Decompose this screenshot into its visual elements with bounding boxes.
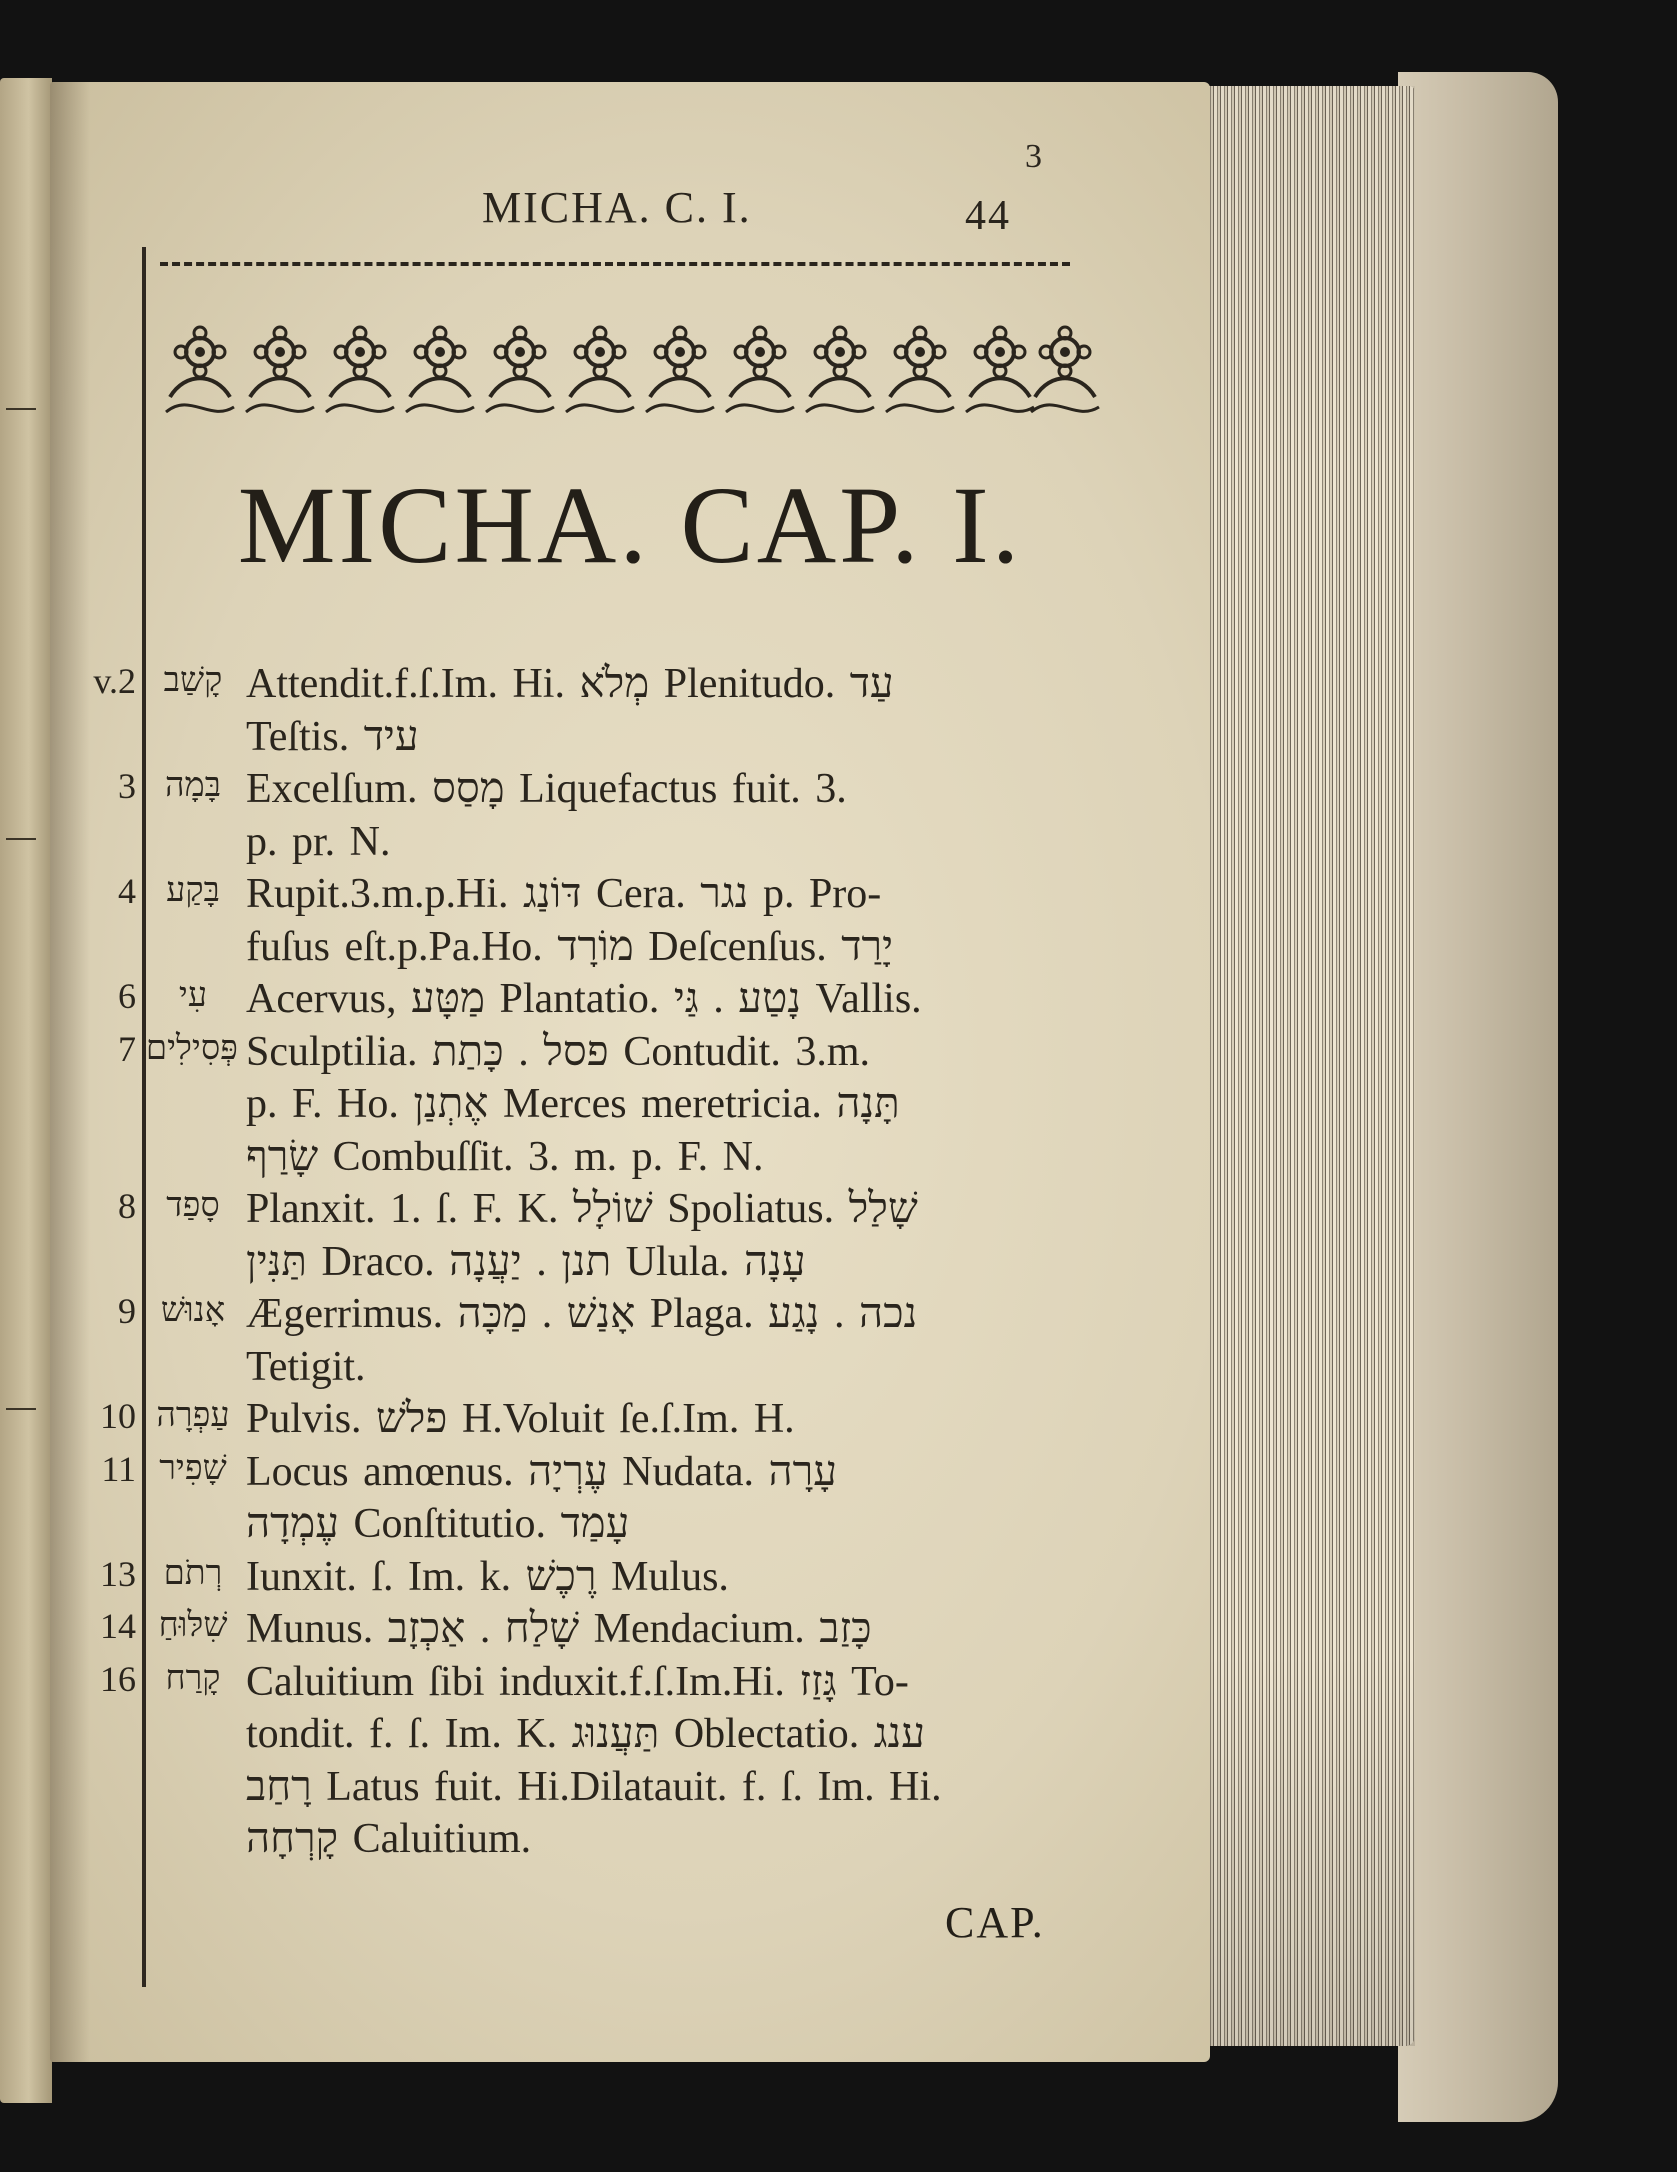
hebrew-headword: עַפְרָה: [156, 1395, 230, 1435]
glossary-entry: [50, 1710, 1210, 1766]
entry-text: Ægerrimus. אָנַשׁ . מַכָּה Plaga. נכה . נָגַע: [246, 1291, 918, 1337]
glossary-entry: [50, 1500, 1210, 1556]
verse-number: 11: [101, 1448, 136, 1489]
entry-text: Attendit.f.ſ.Im. Hi. מְלֹא Plenitudo. עַד: [246, 661, 894, 707]
glossary-entry: [50, 923, 1210, 979]
glossary-entry: [50, 1658, 1210, 1714]
verse-number: 3: [118, 766, 136, 806]
glossary-entry: [50, 1185, 1210, 1241]
glossary-entry: [50, 1553, 1210, 1609]
entry-text: שָׂרַף Combuſſit. 3. m. p. F. N.: [246, 1133, 764, 1180]
entry-text: Locus amœnus. עֶרְיָה Nudata. עָרָה: [246, 1448, 838, 1495]
hebrew-headword: בָּקַע: [166, 870, 220, 910]
verse-number: 14: [100, 1606, 136, 1646]
entry-text: רָחַב Latus fuit. Hi.Dilatauit. f. ſ. Im. Hi.: [246, 1763, 942, 1810]
entry-text: Pulvis. פלשׁ H.Voluit ſe.ſ.Im. H.: [246, 1396, 795, 1442]
right-page: [50, 82, 1210, 2062]
entry-text: Excelſum. מָסַס Liquefactus fuit. 3.: [246, 766, 847, 812]
entry-text: fuſus eſt.p.Pa.Ho. מוֹרָד Deſcenſus. יָרַד: [246, 923, 894, 970]
entry-text: Acervus, מַטָּע Plantatio. נָטַע . גַּי Vallis.: [246, 976, 922, 1022]
signature-mark: 3: [1025, 138, 1042, 175]
glossary-entry: [50, 1448, 1210, 1504]
entry-text: Iunxit. ſ. Im. k. רֶכֶשׁ Mulus.: [246, 1553, 729, 1600]
entry-text: Planxit. 1. ſ. F. K. שׁוֹלָל Spoliatus. שָׁלַל: [246, 1186, 918, 1232]
left-page-mark: [6, 838, 36, 840]
verse-number: 6: [118, 976, 136, 1016]
verse-number: 16: [100, 1658, 136, 1699]
verse-number: v.2: [93, 661, 136, 701]
left-page-mark: [6, 1408, 36, 1410]
hebrew-headword: קָשַׁב: [163, 660, 223, 700]
glossary-entry: [50, 660, 1210, 716]
glossary-entry: [50, 870, 1210, 926]
glossary-entry: [50, 1763, 1210, 1819]
glossary-entry: [50, 1080, 1210, 1136]
glossary-entry: [50, 1028, 1210, 1084]
glossary-entries: [50, 82, 1210, 2062]
glossary-entry: [50, 1290, 1210, 1346]
glossary-entry: [50, 975, 1210, 1031]
entry-text: קָרְחָה Caluitium.: [246, 1816, 532, 1862]
left-page-mark: [6, 408, 36, 410]
hebrew-headword: פְּסִילִים: [145, 1027, 238, 1068]
verse-number: 4: [118, 871, 136, 911]
verse-number: 10: [100, 1396, 136, 1436]
entry-text: Munus. שָׁלַח . אַכְזָב Mendacium. כָּזַב: [246, 1606, 872, 1652]
hebrew-headword: אָנוּשׁ: [160, 1290, 226, 1330]
entry-text: Caluitium ſibi induxit.f.ſ.Im.Hi. גָּזַז To-: [246, 1658, 909, 1705]
entry-text: Rupit.3.m.p.Hi. דּוֹנַג Cera. נגר p. Pro-: [246, 871, 882, 917]
entry-text: Teſtis. עיד: [246, 713, 419, 760]
glossary-entry: [50, 1133, 1210, 1189]
left-page-edge: [0, 78, 52, 2103]
glossary-entry: [50, 765, 1210, 821]
glossary-entry: [50, 713, 1210, 769]
hebrew-headword: קָרַח: [165, 1657, 221, 1698]
entry-text: p. F. Ho. אֶתְנַן Merces meretricia. תָּנָה: [246, 1081, 900, 1127]
verse-number: 13: [100, 1553, 136, 1594]
catchword: CAP.: [945, 1898, 1045, 1947]
entry-text: תַּנִּין Draco. תנן . יַעֲנָה Ulula. עָנָה: [246, 1238, 806, 1285]
page-number: 44: [965, 193, 1011, 239]
running-head: MICHA. C. I.: [482, 183, 752, 232]
glossary-entry: [50, 1605, 1210, 1661]
entry-text: tondit. f. ſ. Im. K. תַּעֲנוּג Oblectatio. ענג: [246, 1711, 926, 1757]
glossary-entry: [50, 1815, 1210, 1871]
verse-number: 7: [118, 1028, 136, 1069]
hebrew-headword: רְתֹם: [163, 1552, 223, 1593]
hebrew-headword: בָּמָה: [164, 765, 222, 805]
chapter-title: MICHA. CAP. I.: [237, 464, 1023, 586]
glossary-entry: [50, 1343, 1210, 1399]
glossary-entry: [50, 1395, 1210, 1451]
verse-number: 8: [118, 1186, 136, 1226]
entry-text: Tetigit.: [246, 1343, 366, 1390]
hebrew-headword: שָׁפִיר: [159, 1447, 227, 1488]
entry-text: Sculptilia. פסל . כָּתַת Contudit. 3.m.: [246, 1028, 871, 1075]
glossary-entry: [50, 1238, 1210, 1294]
verse-number: 9: [118, 1291, 136, 1331]
entry-text: עֶמְדָה Conſtitutio. עָמַד: [246, 1501, 630, 1547]
hebrew-headword: עִי: [178, 975, 208, 1015]
glossary-entry: [50, 818, 1210, 874]
book-cover: [1398, 72, 1558, 2122]
hebrew-headword: שִׁלּוּחַ: [158, 1605, 228, 1645]
page-block-shade: [1200, 86, 1415, 2046]
hebrew-headword: סָפַד: [166, 1185, 220, 1225]
entry-text: p. pr. N.: [246, 818, 391, 865]
